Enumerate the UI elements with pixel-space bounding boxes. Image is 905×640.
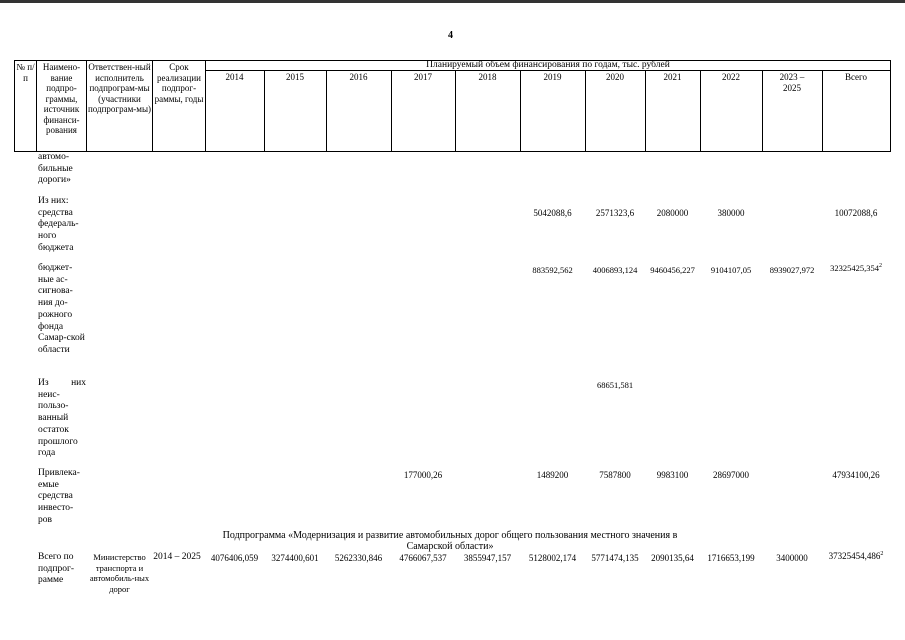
header-funding-title: Планируемый объем финансирования по годам, тыс. рублей <box>426 60 670 70</box>
total-2015: 3274400,601 <box>271 553 319 563</box>
footnote-mark: 2 <box>878 263 882 270</box>
cell-2020: 7587800 <box>599 470 631 480</box>
cell-2023-2025: 8939027,972 <box>769 265 815 275</box>
header-year: 2022 <box>722 72 740 82</box>
header-bottom-border <box>14 151 891 152</box>
total-row-responsible: Министерство транспорта и автомобиль-ных дорог <box>89 552 150 594</box>
cell-2021: 2080000 <box>656 208 689 218</box>
total-2021: 2090135,64 <box>651 553 694 563</box>
row-label: Из них: средства федераль-ного бюджета <box>38 196 79 253</box>
cell-2020: 68651,581 <box>596 380 634 390</box>
cell-2022: 28697000 <box>713 470 749 480</box>
total-row-term: 2014 – 2025 <box>153 552 201 562</box>
cell-2020: 4006893,124 <box>592 265 638 275</box>
header-term: Срок реализации подпрог-раммы, годы <box>154 62 204 104</box>
scan-top-edge <box>0 0 905 3</box>
row-label: Из них неис-пользо-ванный остаток прошлого года <box>38 378 86 459</box>
header-year: 2017 <box>414 72 432 82</box>
header-year: 2018 <box>478 72 497 82</box>
total-2016: 5262330,846 <box>334 553 383 563</box>
total-2018: 3855947,157 <box>463 553 512 563</box>
cell-total: 10072088,6 <box>834 208 878 218</box>
header-responsible: Ответствен-ный исполнитель подпрограм-мы (участники подпрограм-мы) <box>87 62 152 114</box>
cell-2019: 883592,562 <box>532 265 573 275</box>
subprogram-title: Подпрограмма «Модернизация и развитие автомобильных дорог общего пользования местного значения в Самарской области» <box>222 530 678 552</box>
header-year: 2020 <box>606 72 624 82</box>
cell-2022: 380000 <box>717 208 745 218</box>
cell-2017: 177000,26 <box>403 470 443 480</box>
header-num: № п/п <box>16 62 35 83</box>
header-year: 2015 <box>286 72 304 82</box>
header-name: Наимено-вание подпро-граммы, источник финанси-рования <box>42 62 81 135</box>
header-total: Всего <box>844 72 868 82</box>
cell-2022: 9104107,05 <box>710 265 752 275</box>
cell-total: 47934100,26 <box>832 470 880 480</box>
row-label: автомо-бильные дороги» <box>38 152 73 186</box>
header-year: 2016 <box>349 72 368 82</box>
header-year: 2014 <box>225 72 244 82</box>
total-2019: 5128002,174 <box>528 553 577 563</box>
cell-2019: 5042088,6 <box>533 208 572 218</box>
cell-2020: 2571323,6 <box>595 208 635 218</box>
header-year: 2019 <box>543 72 562 82</box>
cell-2021: 9460456,227 <box>650 265 695 275</box>
footnote-mark: 2 <box>880 551 884 557</box>
cell-2019: 1489200 <box>536 470 569 480</box>
total-all: 37325454,486$^2$ <box>828 551 884 561</box>
col-border <box>890 60 891 152</box>
row-label: бюджет-ные ас-сигнова-ния до-рожного фонда Самар-ской области <box>38 263 85 355</box>
col-border <box>762 70 763 152</box>
header-year: 2021 <box>663 72 682 82</box>
total-2020: 5771474,135 <box>591 553 639 563</box>
page-number: 4 <box>448 30 453 41</box>
total-row-label: Всего по подпрог-рамме <box>38 552 75 586</box>
cell-total: 32325425,354$^2$ <box>830 263 882 273</box>
cell-2021: 9983100 <box>656 470 689 480</box>
header-year: 2023 – 2025 <box>779 72 805 93</box>
row-label: Привлека-емые средства инвесто-ров <box>38 468 80 525</box>
total-2014: 4076406,059 <box>210 553 259 563</box>
total-2022: 1716653,199 <box>707 553 755 563</box>
total-2023-2025: 3400000 <box>776 553 808 563</box>
total-2017: 4766067,537 <box>399 553 447 563</box>
